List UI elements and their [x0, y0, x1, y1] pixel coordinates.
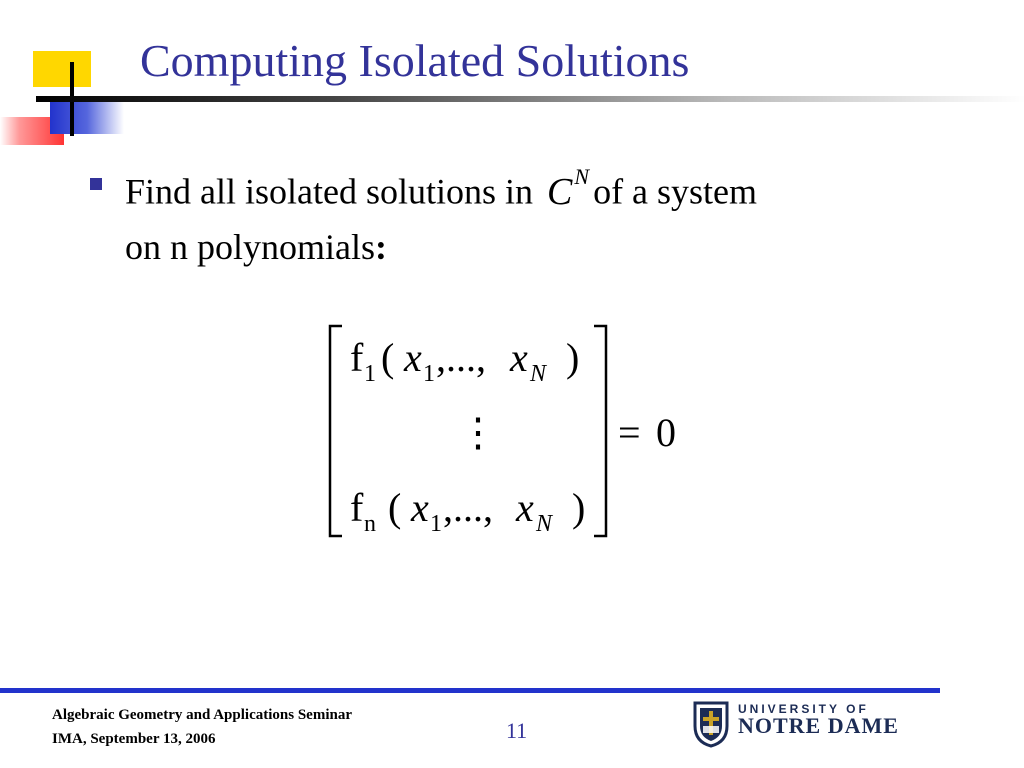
right-bracket — [594, 326, 606, 536]
row1-close-paren: ) — [566, 335, 580, 380]
footer-seminar: Algebraic Geometry and Applications Seminar — [52, 707, 352, 723]
slide-title: Computing Isolated Solutions — [140, 35, 690, 86]
equals-sign: = — [618, 410, 641, 455]
rhs-zero: 0 — [656, 410, 676, 455]
left-bracket — [330, 326, 342, 536]
footer-rule — [0, 688, 940, 693]
math-base: C — [547, 170, 573, 213]
row3-var2-sub: N — [536, 511, 553, 537]
bullet-text-before: Find all isolated solutions in — [125, 171, 534, 212]
row3-func: f — [350, 485, 364, 530]
equation — [320, 318, 700, 548]
footer-date: IMA, September 13, 2006 — [52, 731, 216, 747]
logo-university-of: UNIVERSITY OF — [738, 702, 869, 716]
row1-separator: ,..., — [436, 335, 486, 380]
math-c-n — [547, 164, 590, 213]
row1-func: f — [350, 335, 364, 380]
footer-info — [52, 703, 352, 751]
decorative-yellow-block — [33, 51, 91, 87]
row3-var1: x — [411, 485, 429, 530]
square-bullet-icon — [90, 178, 102, 190]
notre-dame-crest-icon — [692, 700, 730, 748]
row1-open-paren: ( — [381, 335, 395, 380]
row1-var1: x — [404, 335, 422, 380]
row1-var1-sub: 1 — [423, 361, 435, 387]
row1-var2: x — [510, 335, 528, 380]
row3-var1-sub: 1 — [430, 511, 442, 537]
title-rule — [36, 96, 1024, 102]
row1-var2-sub: N — [530, 361, 547, 387]
bullet-line2: on n polynomials — [125, 226, 375, 267]
page-number: 11 — [506, 718, 528, 743]
decorative-blue-block — [50, 101, 124, 134]
row1-func-sub: 1 — [364, 361, 376, 387]
math-superscript: N — [574, 164, 590, 189]
row3-func-sub: n — [364, 511, 376, 537]
logo-notre-dame: NOTRE DAME — [738, 713, 899, 738]
bullet-text — [125, 155, 965, 275]
row3-var2: x — [516, 485, 534, 530]
bullet-colon: : — [375, 226, 387, 267]
row3-close-paren: ) — [572, 485, 586, 530]
vertical-ellipsis: ⋮ — [458, 410, 498, 455]
row3-separator: ,..., — [443, 485, 493, 530]
bullet-text-after: of a system — [593, 171, 758, 212]
row3-open-paren: ( — [388, 485, 402, 530]
